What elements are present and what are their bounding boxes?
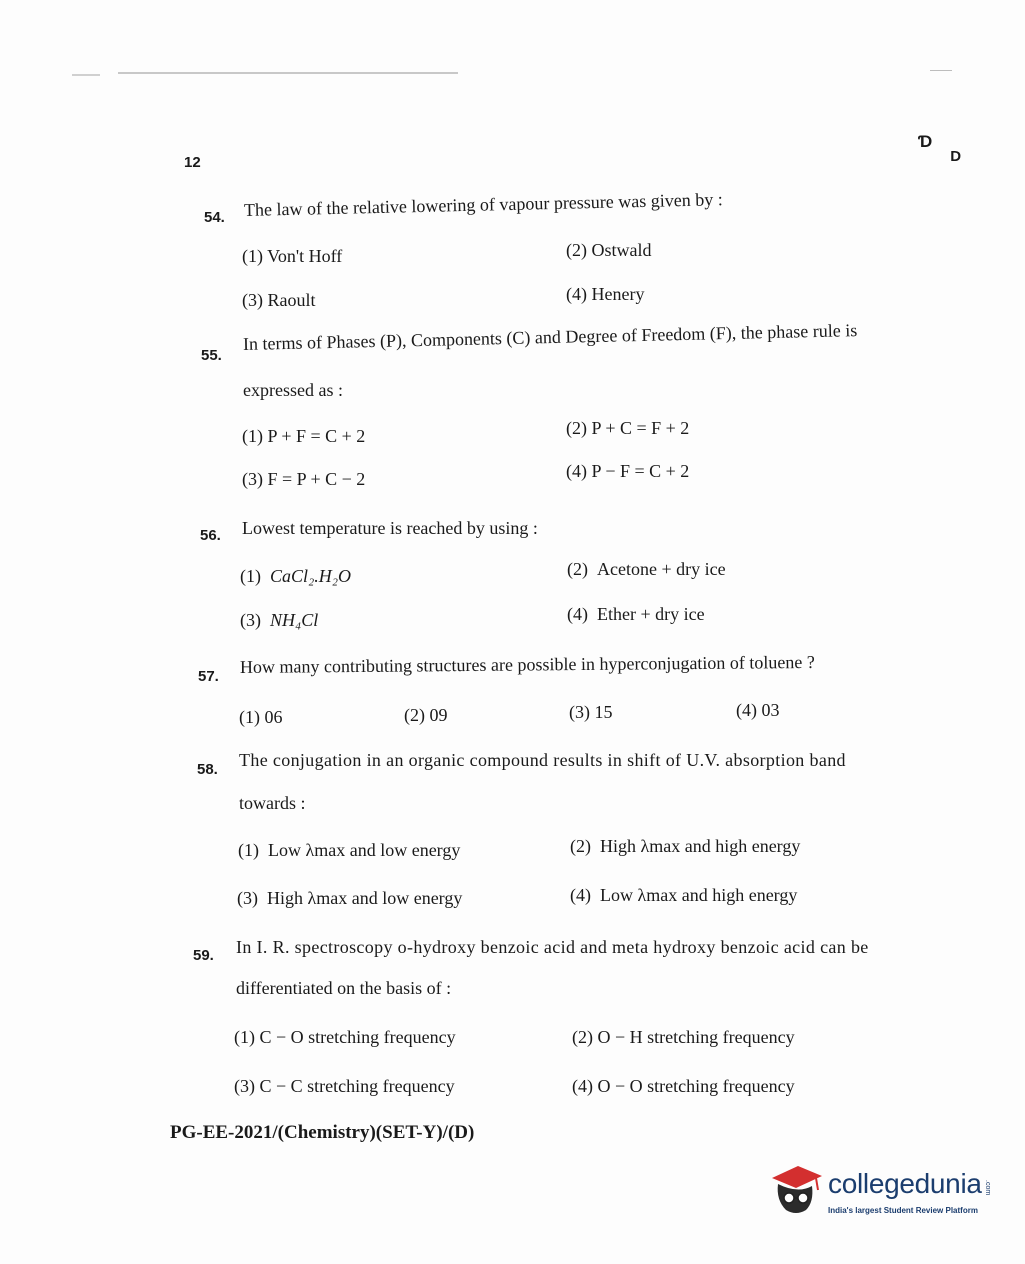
option-4: (4) P − F = C + 2 — [566, 461, 690, 481]
option-3: (3) C − C stretching frequency — [234, 1076, 455, 1096]
collegedunia-logo-icon — [768, 1160, 824, 1218]
question-text: Lowest temperature is reached by using : — [242, 518, 538, 538]
option-text: High λmax and low energy — [267, 888, 463, 908]
question-number: 54. — [204, 209, 225, 226]
option-2: (2) P + C = F + 2 — [566, 418, 690, 438]
question-text: The law of the relative lowering of vapour pressure was given by : — [243, 189, 723, 220]
option-4: (4) Henery — [566, 284, 645, 304]
collegedunia-name: collegedunia — [828, 1168, 982, 1199]
option-2: (2) 09 — [404, 705, 448, 725]
set-mark-glyph: Ɗ — [918, 132, 933, 151]
option-1: (1) P + F = C + 2 — [242, 426, 366, 446]
scan-mark — [72, 74, 100, 76]
option-text: Low λmax and high energy — [600, 885, 798, 905]
page-number: 12 — [184, 154, 201, 171]
set-mark — [918, 132, 962, 165]
option-3: (3) Raoult — [242, 290, 316, 310]
option-label: (4) — [567, 604, 588, 624]
option-label: (3) — [240, 610, 261, 630]
option-1: (1) Von't Hoff — [242, 246, 343, 266]
option-text: Acetone + dry ice — [597, 559, 726, 579]
question-text-line2: towards : — [239, 793, 306, 813]
scan-line — [118, 72, 458, 74]
option-4: (4) O − O stretching frequency — [572, 1076, 795, 1096]
option-text: High λmax and high energy — [600, 836, 801, 856]
question-text-line1: The conjugation in an organic compound results in shift of U.V. absorption band — [239, 750, 846, 770]
question-text: How many contributing structures are possible in hyperconjugation of toluene ? — [239, 651, 815, 677]
option-label: (2) — [570, 836, 591, 856]
scan-line-right — [930, 70, 952, 71]
option-2: (2) Ostwald — [566, 240, 652, 260]
option-3: (3) 15 — [569, 702, 613, 722]
question-text-line2: expressed as : — [243, 380, 343, 400]
option-label: (3) — [237, 888, 258, 908]
option-1 — [238, 838, 460, 862]
option-4: (4) 03 — [736, 700, 780, 720]
set-code: D — [950, 148, 962, 165]
option-1: (1) C − O stretching frequency — [234, 1027, 456, 1047]
option-2 — [567, 557, 726, 581]
option-1: (1) 06 — [239, 707, 283, 727]
option-4 — [570, 883, 797, 907]
option-formula: CaCl₂.H₂O — [270, 566, 352, 586]
option-3 — [240, 608, 318, 632]
option-text: Ether + dry ice — [597, 604, 705, 624]
option-3: (3) F = P + C − 2 — [242, 469, 366, 489]
option-2: (2) O − H stretching frequency — [572, 1027, 795, 1047]
paper-code: PG-EE-2021/(Chemistry)(SET-Y)/(D) — [170, 1122, 475, 1143]
question-text-line1: In terms of Phases (P), Components (C) and Degree of Freedom (F), the phase rule is — [242, 320, 858, 354]
option-2 — [570, 834, 800, 858]
question-number: 57. — [198, 668, 219, 685]
question-text-line1: In I. R. spectroscopy o-hydroxy benzoic acid and meta hydroxy benzoic acid can be — [236, 937, 869, 957]
question-number: 56. — [200, 527, 221, 544]
question-number: 58. — [197, 761, 218, 778]
option-3 — [237, 886, 462, 910]
option-text: Low λmax and low energy — [268, 840, 461, 860]
option-formula: NH₄Cl — [270, 610, 319, 630]
question-number: 59. — [193, 947, 214, 964]
question-number: 55. — [201, 347, 222, 364]
option-label: (1) — [240, 566, 261, 586]
collegedunia-suffix: .com — [984, 1180, 991, 1196]
collegedunia-watermark — [768, 1160, 993, 1220]
option-1 — [240, 564, 351, 588]
question-text-line2: differentiated on the basis of : — [236, 978, 452, 998]
collegedunia-tagline: India's largest Student Review Platform — [828, 1206, 978, 1215]
option-label: (2) — [567, 559, 588, 579]
option-label: (4) — [570, 885, 591, 905]
option-label: (1) — [238, 840, 259, 860]
option-4 — [567, 602, 705, 626]
